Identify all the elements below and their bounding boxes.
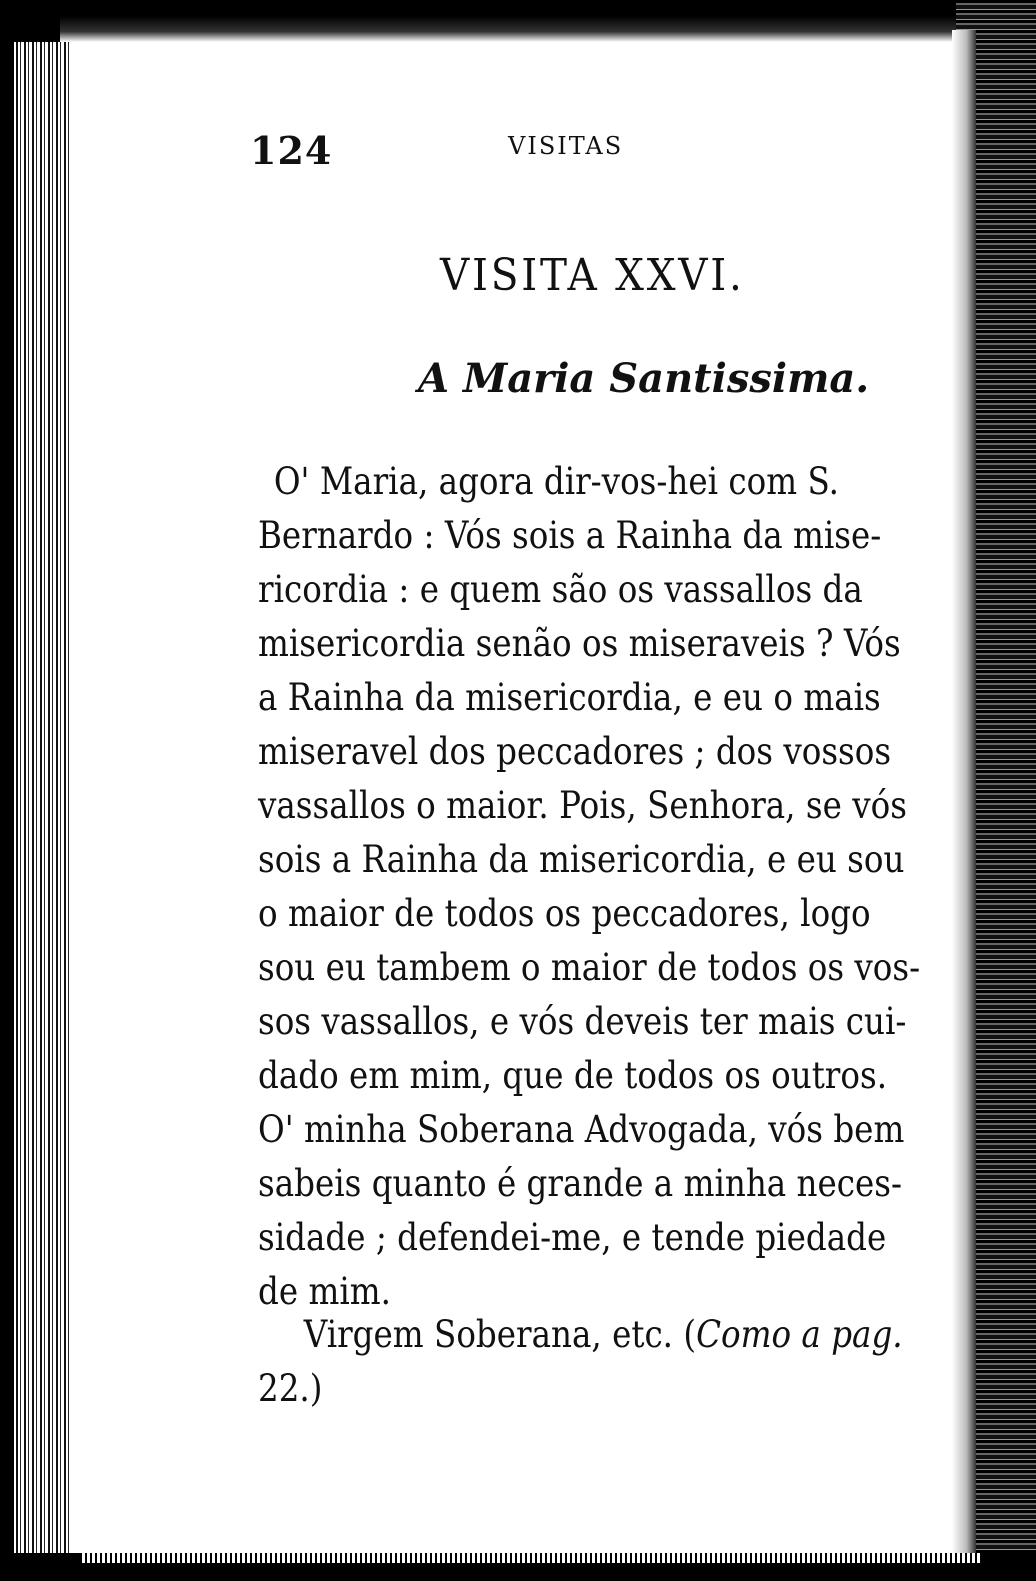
text-line: vassallos o maior. Pois, Senhora, se vós <box>258 784 907 827</box>
text-line: sidade ; defendei-me, e tende piedade <box>258 1216 887 1259</box>
running-head: VISITAS <box>508 132 624 160</box>
text-line: O' Maria, agora dir-vos-hei com S. <box>273 460 839 503</box>
text-line: a Rainha da misericordia, e eu o mais <box>258 676 881 719</box>
closing-text: Virgem Soberana, etc. ( <box>303 1313 697 1356</box>
text-line: sois a Rainha da misericordia, e eu sou <box>258 838 905 881</box>
text-line: de mim. <box>258 1270 391 1313</box>
text-line: miseravel dos peccadores ; dos vossos <box>258 730 892 773</box>
closing-line <box>258 1308 903 1362</box>
body-paragraph <box>258 455 930 1319</box>
page-number: 124 <box>250 128 333 173</box>
chapter-subtitle: A Maria Santissima. <box>418 355 870 402</box>
closing-reference: Como a pag. <box>696 1313 903 1356</box>
text-line: O' minha Soberana Advogada, vós bem <box>258 1108 905 1151</box>
text-line: dado em mim, que de todos os outros. <box>258 1054 888 1097</box>
text-line: misericordia senão os miseraveis ? Vós <box>258 622 901 665</box>
text-line: ricordia : e quem são os vassallos da <box>258 568 863 611</box>
closing-line-end: 22.) <box>258 1367 323 1410</box>
text-line: Bernardo : Vós sois a Rainha da mise- <box>258 514 882 557</box>
text-line: sos vassallos, e vós deveis ter mais cui- <box>258 1000 907 1043</box>
text-line: sabeis quanto é grande a minha neces- <box>258 1162 903 1205</box>
text-line: o maior de todos os peccadores, logo <box>258 892 871 935</box>
text-line: sou eu tambem o maior de todos os vos- <box>258 946 921 989</box>
chapter-heading: VISITA XXVI. <box>440 250 745 301</box>
closing-prayer <box>258 1308 930 1416</box>
